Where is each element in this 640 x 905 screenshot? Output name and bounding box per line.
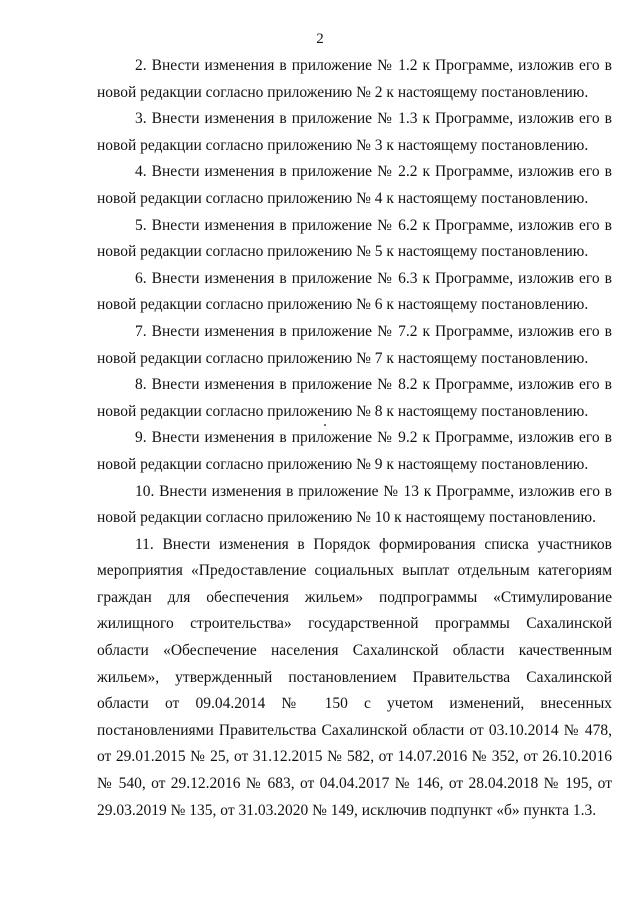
paragraph-item-9: 9. Внести изменения в приложение № 9.2 к Программе, изложив его в новой редакции согласно приложению № 9 к настоящему постановлению. <box>97 429 612 473</box>
paragraph-item-3: 3. Внести изменения в приложение № 1.3 к Программе, изложив его в новой редакции согласно приложению № 3 к настоящему постановлению. <box>97 110 612 154</box>
paragraph-item-2: 2. Внести изменения в приложение № 1.2 к Программе, изложив его в новой редакции согласно приложению № 2 к настоящему постановлению. <box>97 57 612 101</box>
paragraph-item-8: 8. Внести изменения в приложение № 8.2 к Программе, изложив его в новой редакции согласно приложению № 8 к настоящему постановлению. <box>97 376 612 420</box>
paragraph-item-4: 4. Внести изменения в приложение № 2.2 к Программе, изложив его в новой редакции согласно приложению № 4 к настоящему постановлению. <box>97 163 612 207</box>
document-body <box>97 53 612 824</box>
paragraph-item-10: 10. Внести изменения в приложение № 13 к Программе, изложив его в новой редакции согласно приложению № 10 к настоящему постановлению. <box>97 482 612 527</box>
paragraph-item-5: 5. Внести изменения в приложение № 6.2 к Программе, изложив его в новой редакции согласно приложению № 5 к настоящему постановлению. <box>97 216 612 261</box>
paragraph-item-7: 7. Внести изменения в приложение № 7.2 к Программе, изложив его в новой редакции согласно приложению № 7 к настоящему постановлению. <box>97 322 612 367</box>
page-number: 2 <box>316 31 324 47</box>
scan-speck <box>324 424 326 426</box>
paragraph-item-11: 11. Внести изменения в Порядок формирования списка участников мероприятия «Предоставление социальных выплат отдельным категориям граждан для обеспечения жильем» подпрограммы «Стимулирование жилищного строительства» государственной программы Сахалинской области «Обеспечение населения Сахалинской области качественным жильем», утвержденный постановлением Правительства Сахалинской области от 09.04.2014 № 150 с учетом изменений, внесенных постановлениями Правительства Сахалинской области от 03.10.2014 № 478, от 29.01.2015 № 25, от 31.12.2015 № 582, от 14.07.2016 № 352, от 26.10.2016 № 540, от 29.12.2016 № 683, от 04.04.2017 № 146, от 28.04.2018 № 195, от 29.03.2019 № 135, от 31.03.2020 № 149, исключив подпункт «б» пункта 1.3. <box>97 535 612 819</box>
paragraph-item-6: 6. Внести изменения в приложение № 6.3 к Программе, изложив его в новой редакции согласно приложению № 6 к настоящему постановлению. <box>97 269 612 314</box>
